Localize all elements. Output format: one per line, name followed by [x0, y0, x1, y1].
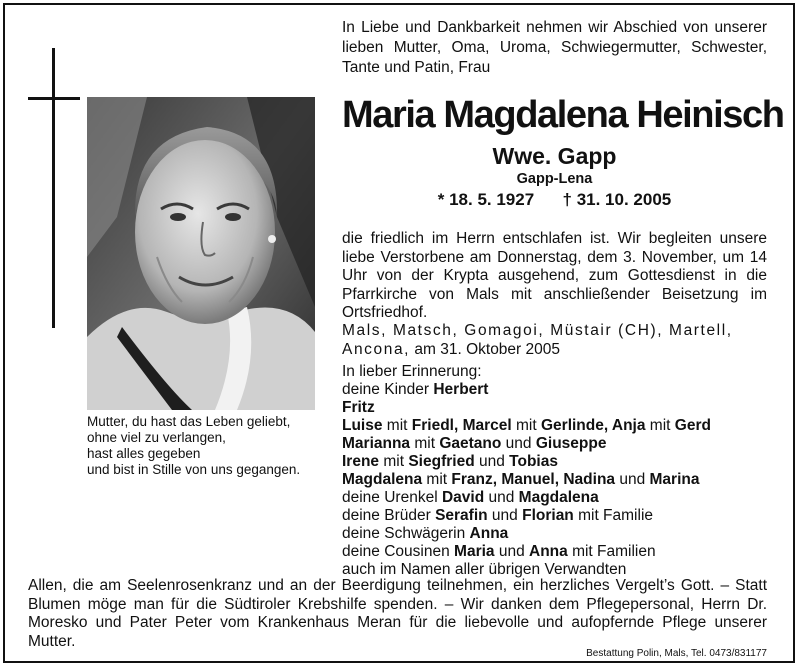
mourner-name: Gaetano — [439, 435, 502, 452]
mourner-relation: mit Familien — [567, 543, 656, 560]
mourner-name: Gerlinde, Anja — [540, 417, 646, 434]
towns-line: Mals, Matsch, Gomagoi, Müstair (CH), Martell, — [342, 322, 733, 339]
mourner-relation: deine Kinder — [342, 381, 434, 398]
memorial-verse — [87, 414, 337, 478]
mourner-name: Magdalena — [342, 471, 423, 488]
mourner-name: Maria — [454, 543, 495, 560]
mourner-name: Magdalena — [518, 489, 599, 506]
mourner-relation: und — [501, 435, 536, 452]
mourner-relation: mit — [410, 435, 440, 452]
verse-line: und bist in Stille von uns gegangen. — [87, 462, 301, 477]
mourner-name: Luise — [342, 417, 383, 434]
mourner-relation: mit — [422, 471, 452, 488]
mourner-name: Fritz — [342, 399, 375, 416]
mourner-line — [342, 399, 782, 417]
verse-line: ohne viel zu verlangen, — [87, 430, 226, 445]
mourner-line — [342, 381, 782, 399]
funeral-details: die friedlich im Herrn entschlafen ist. Wir begleiten unsere liebe Verstorbene am Donnerstag, dem 3. November, um 14 Uhr von der Krypta ausgehend, zum Gottesdienst in die Pfarrkirche von Mals mit anschließender Beisetzung im Ortsfriedhof. — [342, 230, 767, 321]
mourner-line — [342, 471, 782, 489]
mourners-heading: In lieber Erinnerung: — [342, 363, 482, 380]
mourner-relation: deine Schwägerin — [342, 525, 470, 542]
undertaker-credit: Bestattung Polin, Mals, Tel. 0473/831177 — [586, 648, 767, 659]
mourner-name: Tobias — [509, 453, 558, 470]
mourner-name: Marianna — [342, 435, 411, 452]
mourner-name: Giuseppe — [535, 435, 607, 452]
mourner-relation: deine Cousinen — [342, 543, 455, 560]
mourner-line — [342, 453, 782, 471]
mourner-lines — [342, 381, 782, 579]
mourner-name: Anna — [469, 525, 509, 542]
towns-line: Ancona, — [342, 341, 411, 358]
mourner-relation: und — [487, 507, 523, 524]
mourner-relation: und — [615, 471, 650, 488]
birth-date: * 18. 5. 1927 — [437, 190, 535, 209]
place-and-date — [342, 321, 767, 359]
mourner-line — [342, 417, 782, 435]
mourner-line — [342, 489, 782, 507]
mourner-name: Friedl, Marcel — [411, 417, 512, 434]
nickname: Gapp-Lena — [516, 171, 593, 187]
mourner-name: Irene — [342, 453, 380, 470]
cross-icon-bar — [28, 97, 80, 100]
closing-text: Allen, die am Seelenrosenkranz und an der Beerdigung teilnehmen, ein herzliches Vergelt’s Gott. – Statt Blumen möge man für die Südtiroler Krebshilfe spenden. – Wir danken dem Pflegepersonal, Herrn Dr. Moresko und Pater Peter vom Krankenhaus Meran für die liebevolle und aufopfernde Pflege unserer Mutter. — [28, 577, 767, 650]
cross-icon — [52, 48, 55, 328]
mourner-name: Franz, Manuel, Nadina — [451, 471, 616, 488]
mourner-name: Gerd — [674, 417, 711, 434]
mourner-line — [342, 507, 782, 525]
mourner-name: Marina — [649, 471, 700, 488]
mourner-relation: mit — [382, 417, 412, 434]
mourner-relation: deine Urenkel — [342, 489, 442, 506]
verse-line: hast alles gegeben — [87, 446, 201, 461]
mourner-line — [342, 543, 782, 561]
mourner-name: Siegfried — [408, 453, 475, 470]
widow-name: Wwe. Gapp — [492, 143, 617, 169]
mourner-relation: deine Brüder — [342, 507, 436, 524]
towns-date-line — [342, 340, 767, 359]
mourner-relation: und — [494, 543, 530, 560]
death-date: † 31. 10. 2005 — [562, 190, 672, 209]
mourner-relation: mit Familie — [573, 507, 654, 524]
portrait-photo — [87, 97, 315, 410]
mourner-name: Serafin — [435, 507, 488, 524]
mourner-relation: und — [484, 489, 519, 506]
mourner-relation: mit — [379, 453, 409, 470]
deceased-name: Maria Magdalena Heinisch — [342, 94, 784, 136]
mourner-line — [342, 435, 782, 453]
mourner-relation: und — [474, 453, 510, 470]
notice-date: am 31. Oktober 2005 — [410, 341, 560, 358]
mourner-name: Anna — [529, 543, 568, 560]
mourner-name: Florian — [522, 507, 574, 524]
mourner-name: David — [441, 489, 485, 506]
mourner-name: Herbert — [433, 381, 489, 398]
mourner-relation: mit — [511, 417, 541, 434]
mourner-line — [342, 525, 782, 543]
life-dates — [342, 189, 767, 211]
mourners-list — [342, 363, 782, 579]
mourner-relation: mit — [645, 417, 675, 434]
intro-text: In Liebe und Dankbarkeit nehmen wir Abschied von unserer lieben Mutter, Oma, Uroma, Schwiegermutter, Schwester, Tante und Patin, Frau — [342, 19, 767, 76]
mourner-relation: auch im Namen aller übrigen Verwandten — [342, 561, 627, 578]
verse-line: Mutter, du hast das Leben geliebt, — [87, 414, 291, 429]
